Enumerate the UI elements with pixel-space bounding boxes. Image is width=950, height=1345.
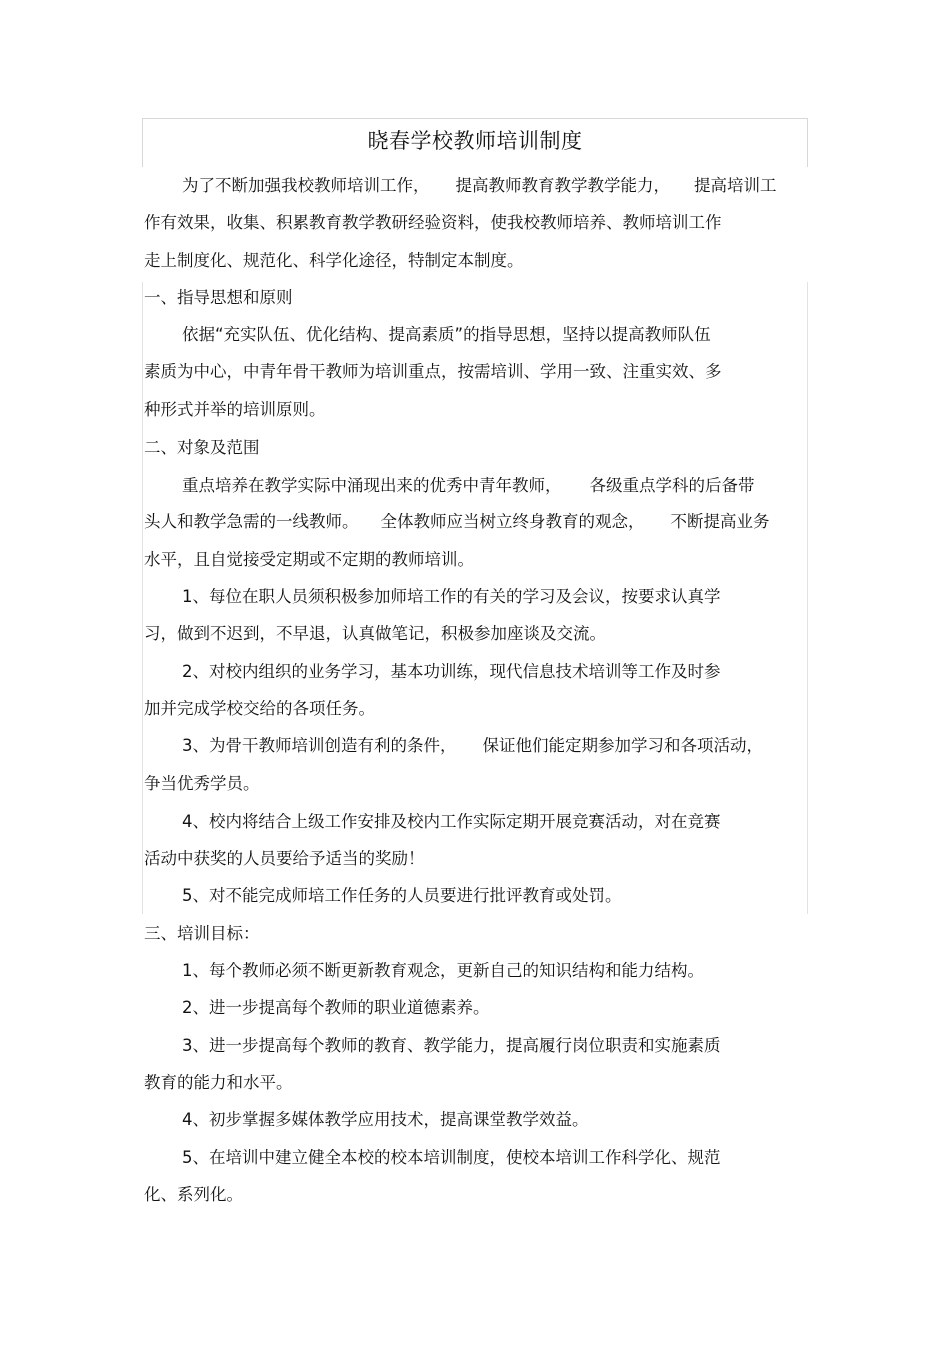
section-3-goal-1: 1、每个教师必须不断更新教育观念，更新自己的知识结构和能力结构。 (182, 961, 704, 980)
section-2-item-1-line-2: 习，做到不迟到，不早退，认真做笔记，积极参加座谈及交流。 (144, 624, 606, 643)
section-2-para-line-2-part-a: 头人和教学急需的一线教师。 (144, 512, 359, 531)
section-3-goal-2: 2、进一步提高每个教师的职业道德素养。 (182, 998, 490, 1017)
section-1-line-2: 素质为中心，中青年骨干教师为培训重点，按需培训、学用一致、注重实效、多 (144, 362, 722, 381)
section-1-line-3: 种形式并举的培训原则。 (144, 400, 326, 419)
intro-line-1-part-b: 提高教师教育教学教学能力， (455, 176, 670, 195)
section-2-para-line-3: 水平，且自觉接受定期或不定期的教师培训。 (144, 550, 474, 569)
section-3-goal-4: 4、初步掌握多媒体教学应用技术，提高课堂教学效益。 (182, 1110, 589, 1129)
page-title: 晓春学校教师培训制度 (367, 129, 583, 153)
section-2-para-line-2 (144, 510, 770, 534)
section-2-item-3-line-1 (182, 734, 763, 758)
section-2-item-1-line-1: 1、每位在职人员须积极参加师培工作的有关的学习及会议，按要求认真学 (182, 587, 721, 606)
section-1-heading: 一、指导思想和原则 (144, 288, 293, 307)
section-2-item-4-line-1: 4、校内将结合上级工作安排及校内工作实际定期开展竞赛活动，对在竞赛 (182, 812, 721, 831)
intro-line-1-part-c: 提高培训工 (694, 176, 777, 195)
intro-line-1-part-a: 为了不断加强我校教师培训工作， (182, 176, 430, 195)
intro-line-2: 作有效果，收集、积累教育教学教研经验资料，使我校教师培养、教师培训工作 (144, 213, 722, 232)
intro-line-1 (182, 174, 777, 198)
section-1-line-1: 依据“充实队伍、优化结构、提高素质”的指导思想，坚持以提高教师队伍 (182, 325, 711, 344)
section-2-item-4-line-2: 活动中获奖的人员要给予适当的奖励！ (144, 849, 425, 868)
section-3-goal-3-line-1: 3、进一步提高每个教师的教育、教学能力，提高履行岗位职责和实施素质 (182, 1036, 721, 1055)
section-3-goal-5-line-2: 化、系列化。 (144, 1185, 243, 1204)
section-2-item-3-line-2: 争当优秀学员。 (144, 774, 260, 793)
section-2-para-line-2-part-b: 全体教师应当树立终身教育的观念， (380, 512, 645, 531)
section-3-goal-3-line-2: 教育的能力和水平。 (144, 1073, 293, 1092)
section-2-para-line-1 (182, 474, 755, 498)
section-2-item-2-line-1: 2、对校内组织的业务学习，基本功训练，现代信息技术培训等工作及时参 (182, 662, 721, 681)
section-2-para-line-1-part-a: 重点培养在教学实际中涌现出来的优秀中青年教师， (182, 476, 562, 495)
section-2-para-line-2-part-c: 不断提高业务 (670, 512, 770, 531)
section-2-heading: 二、对象及范围 (144, 438, 260, 457)
section-3-heading: 三、培训目标： (144, 924, 260, 943)
section-3-goal-5-line-1: 5、在培训中建立健全本校的校本培训制度，使校本培训工作科学化、规范 (182, 1148, 721, 1167)
section-2-para-line-1-part-b: 各级重点学科的后备带 (589, 476, 755, 495)
intro-line-3: 走上制度化、规范化、科学化途径，特制定本制度。 (144, 251, 524, 270)
section-2-item-3-part-a: 3、为骨干教师培训创造有利的条件， (182, 736, 457, 755)
section-2-item-2-line-2: 加并完成学校交给的各项任务。 (144, 699, 375, 718)
section-2-item-3-part-b: 保证他们能定期参加学习和各项活动， (482, 736, 763, 755)
section-2-item-5: 5、对不能完成师培工作任务的人员要进行批评教育或处罚。 (182, 886, 622, 905)
